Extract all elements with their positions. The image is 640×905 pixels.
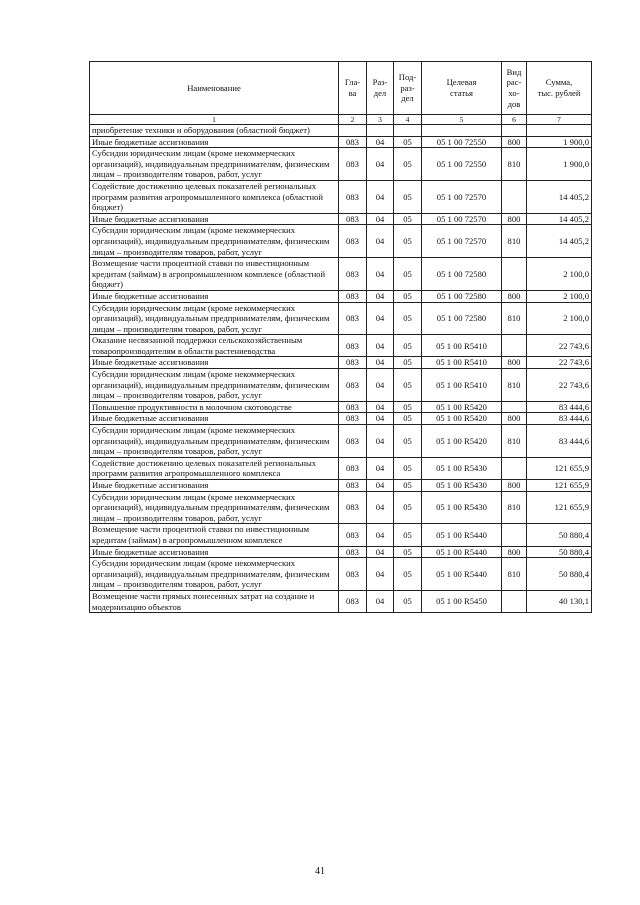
header-target: Целевая статья [422,62,502,115]
table-row [90,125,592,137]
table-row [90,480,592,492]
cell-razdel: 04 [367,491,394,524]
cell-razdel: 04 [367,369,394,402]
cell-target: 05 1 00 72570 [422,180,502,213]
table-row [90,457,592,479]
cell-target: 05 1 00 R5430 [422,480,502,492]
table-body [90,125,592,613]
cell-sum: 14 405,2 [527,213,592,225]
cell-vid: 810 [502,148,527,181]
cell-razdel: 04 [367,225,394,258]
cell-podrazdel [394,125,422,137]
cell-name: Содействие достижению целевых показателей региональных программ развития агропромышленного комплекса (областной бюджет) [90,180,339,213]
cell-sum: 121 655,9 [527,457,592,479]
table-row [90,524,592,546]
cell-name: Возмещение части процентной ставки по инвестиционным кредитам (займам) в агропромышленном комплексе [90,524,339,546]
cell-razdel: 04 [367,258,394,291]
cell-podrazdel: 05 [394,290,422,302]
cell-razdel: 04 [367,290,394,302]
cell-target: 05 1 00 R5440 [422,558,502,591]
cell-name: Оказание несвязанной поддержки сельскохозяйственным товаропроизводителям в области растениеводства [90,335,339,357]
cell-sum: 2 100,0 [527,302,592,335]
cell-name: Субсидии юридическим лицам (кроме некоммерческих организаций), индивидуальным предпринимателям, физическим лицам – производителям товаров, работ, услуг [90,491,339,524]
cell-vid: 800 [502,357,527,369]
cell-vid [502,590,527,612]
cell-podrazdel: 05 [394,258,422,291]
cell-podrazdel: 05 [394,401,422,413]
column-number: 7 [527,115,592,125]
cell-sum: 22 743,6 [527,335,592,357]
cell-glava: 083 [339,524,367,546]
cell-razdel: 04 [367,148,394,181]
cell-glava: 083 [339,491,367,524]
cell-target: 05 1 00 R5420 [422,425,502,458]
cell-vid: 810 [502,491,527,524]
table-row [90,225,592,258]
cell-glava: 083 [339,302,367,335]
cell-target: 05 1 00 72580 [422,258,502,291]
cell-podrazdel: 05 [394,302,422,335]
cell-target: 05 1 00 72550 [422,136,502,148]
cell-vid: 810 [502,425,527,458]
budget-table [89,61,592,613]
cell-vid [502,125,527,137]
column-number: 6 [502,115,527,125]
cell-name: Субсидии юридическим лицам (кроме некоммерческих организаций), индивидуальным предпринимателям, физическим лицам – производителям товаров, работ, услуг [90,369,339,402]
cell-glava: 083 [339,413,367,425]
cell-target: 05 1 00 R5410 [422,369,502,402]
cell-target: 05 1 00 72580 [422,290,502,302]
cell-glava: 083 [339,258,367,291]
cell-glava: 083 [339,369,367,402]
cell-razdel: 04 [367,546,394,558]
table-row [90,491,592,524]
cell-sum: 22 743,6 [527,369,592,402]
cell-podrazdel: 05 [394,524,422,546]
table-row [90,425,592,458]
cell-vid: 800 [502,213,527,225]
cell-podrazdel: 05 [394,425,422,458]
cell-vid [502,401,527,413]
cell-vid: 800 [502,413,527,425]
cell-name: Субсидии юридическим лицам (кроме некоммерческих организаций), индивидуальным предпринимателям, физическим лицам – производителям товаров, работ, услуг [90,302,339,335]
table-row [90,413,592,425]
cell-target: 05 1 00 72570 [422,213,502,225]
header-razdel: Раз- дел [367,62,394,115]
cell-glava: 083 [339,290,367,302]
table-row [90,590,592,612]
cell-razdel: 04 [367,480,394,492]
cell-sum: 2 100,0 [527,258,592,291]
cell-razdel: 04 [367,425,394,458]
table-row [90,369,592,402]
cell-vid [502,258,527,291]
cell-glava: 083 [339,357,367,369]
table-row [90,213,592,225]
cell-name: Субсидии юридическим лицам (кроме некоммерческих организаций), индивидуальным предпринимателям, физическим лицам – производителям товаров, работ, услуг [90,148,339,181]
cell-name: Повышение продуктивности в молочном скотоводстве [90,401,339,413]
cell-glava: 083 [339,457,367,479]
cell-podrazdel: 05 [394,457,422,479]
table-row [90,357,592,369]
cell-target: 05 1 00 72570 [422,225,502,258]
cell-sum: 83 444,6 [527,425,592,458]
column-number-row [90,115,592,125]
cell-name: Иные бюджетные ассигнования [90,480,339,492]
cell-podrazdel: 05 [394,413,422,425]
cell-sum: 83 444,6 [527,413,592,425]
cell-glava: 083 [339,425,367,458]
cell-razdel: 04 [367,357,394,369]
cell-target [422,125,502,137]
cell-vid: 800 [502,290,527,302]
table-row [90,558,592,591]
cell-podrazdel: 05 [394,590,422,612]
cell-glava: 083 [339,335,367,357]
cell-glava: 083 [339,401,367,413]
cell-sum: 1 900,0 [527,136,592,148]
cell-name: Иные бюджетные ассигнования [90,213,339,225]
cell-sum [527,125,592,137]
cell-podrazdel: 05 [394,213,422,225]
table-header-row [90,62,592,115]
column-number: 2 [339,115,367,125]
cell-name: Содействие достижению целевых показателей региональных программ развития агропромышленного комплекса [90,457,339,479]
cell-target: 05 1 00 72580 [422,302,502,335]
cell-podrazdel: 05 [394,335,422,357]
cell-target: 05 1 00 R5420 [422,413,502,425]
cell-vid: 810 [502,558,527,591]
cell-sum: 50 880,4 [527,546,592,558]
cell-sum: 22 743,6 [527,357,592,369]
table-row [90,335,592,357]
header-sum: Сумма, тыс. рублей [527,62,592,115]
table-row [90,290,592,302]
cell-razdel: 04 [367,180,394,213]
cell-razdel [367,125,394,137]
cell-vid [502,524,527,546]
cell-vid: 800 [502,480,527,492]
cell-glava: 083 [339,180,367,213]
cell-target: 05 1 00 R5410 [422,357,502,369]
cell-name: Иные бюджетные ассигнования [90,290,339,302]
table-row [90,180,592,213]
header-name: Наименование [90,62,339,115]
cell-podrazdel: 05 [394,136,422,148]
cell-vid [502,457,527,479]
cell-glava: 083 [339,546,367,558]
cell-razdel: 04 [367,413,394,425]
cell-razdel: 04 [367,335,394,357]
cell-podrazdel: 05 [394,180,422,213]
cell-vid: 800 [502,546,527,558]
cell-razdel: 04 [367,558,394,591]
cell-razdel: 04 [367,213,394,225]
cell-sum: 83 444,6 [527,401,592,413]
cell-glava: 083 [339,225,367,258]
cell-podrazdel: 05 [394,148,422,181]
cell-name: Иные бюджетные ассигнования [90,413,339,425]
cell-name: приобретение техники и оборудования (областной бюджет) [90,125,339,137]
table-row [90,302,592,335]
cell-vid [502,335,527,357]
cell-sum: 50 880,4 [527,524,592,546]
column-number: 1 [90,115,339,125]
table-row [90,148,592,181]
header-vid: Вид рас- хо- дов [502,62,527,115]
cell-podrazdel: 05 [394,558,422,591]
cell-target: 05 1 00 R5420 [422,401,502,413]
cell-podrazdel: 05 [394,357,422,369]
cell-sum: 40 130,1 [527,590,592,612]
cell-sum: 121 655,9 [527,480,592,492]
cell-razdel: 04 [367,524,394,546]
cell-glava: 083 [339,480,367,492]
cell-razdel: 04 [367,457,394,479]
cell-razdel: 04 [367,401,394,413]
page-number: 41 [315,866,325,877]
cell-name: Субсидии юридическим лицам (кроме некоммерческих организаций), индивидуальным предпринимателям, физическим лицам – производителям товаров, работ, услуг [90,558,339,591]
cell-target: 05 1 00 R5430 [422,491,502,524]
cell-sum: 121 655,9 [527,491,592,524]
cell-razdel: 04 [367,136,394,148]
cell-podrazdel: 05 [394,546,422,558]
cell-glava: 083 [339,590,367,612]
column-number: 4 [394,115,422,125]
table-row [90,546,592,558]
cell-sum: 50 880,4 [527,558,592,591]
cell-glava: 083 [339,136,367,148]
header-podrazdel: Под- раз- дел [394,62,422,115]
cell-name: Возмещение части прямых понесенных затрат на создание и модернизацию объектов [90,590,339,612]
table-row [90,258,592,291]
cell-target: 05 1 00 R5430 [422,457,502,479]
cell-vid: 810 [502,302,527,335]
cell-glava: 083 [339,213,367,225]
cell-glava [339,125,367,137]
cell-sum: 14 405,2 [527,225,592,258]
cell-name: Иные бюджетные ассигнования [90,546,339,558]
cell-target: 05 1 00 R5410 [422,335,502,357]
cell-target: 05 1 00 R5450 [422,590,502,612]
cell-glava: 083 [339,148,367,181]
cell-razdel: 04 [367,590,394,612]
cell-name: Иные бюджетные ассигнования [90,136,339,148]
cell-vid: 810 [502,225,527,258]
cell-sum: 1 900,0 [527,148,592,181]
table-row [90,136,592,148]
cell-target: 05 1 00 R5440 [422,524,502,546]
cell-podrazdel: 05 [394,491,422,524]
cell-podrazdel: 05 [394,225,422,258]
cell-glava: 083 [339,558,367,591]
cell-name: Субсидии юридическим лицам (кроме некоммерческих организаций), индивидуальным предпринимателям, физическим лицам – производителям товаров, работ, услуг [90,425,339,458]
cell-name: Возмещение части процентной ставки по инвестиционным кредитам (займам) в агропромышленном комплексе (областной бюджет) [90,258,339,291]
cell-vid: 810 [502,369,527,402]
cell-name: Субсидии юридическим лицам (кроме некоммерческих организаций), индивидуальным предпринимателям, физическим лицам – производителям товаров, работ, услуг [90,225,339,258]
cell-sum: 2 100,0 [527,290,592,302]
cell-name: Иные бюджетные ассигнования [90,357,339,369]
cell-vid: 800 [502,136,527,148]
cell-razdel: 04 [367,302,394,335]
column-number: 3 [367,115,394,125]
table-row [90,401,592,413]
cell-target: 05 1 00 72550 [422,148,502,181]
cell-target: 05 1 00 R5440 [422,546,502,558]
cell-podrazdel: 05 [394,369,422,402]
cell-podrazdel: 05 [394,480,422,492]
header-glava: Гла- ва [339,62,367,115]
column-number: 5 [422,115,502,125]
cell-vid [502,180,527,213]
cell-sum: 14 405,2 [527,180,592,213]
